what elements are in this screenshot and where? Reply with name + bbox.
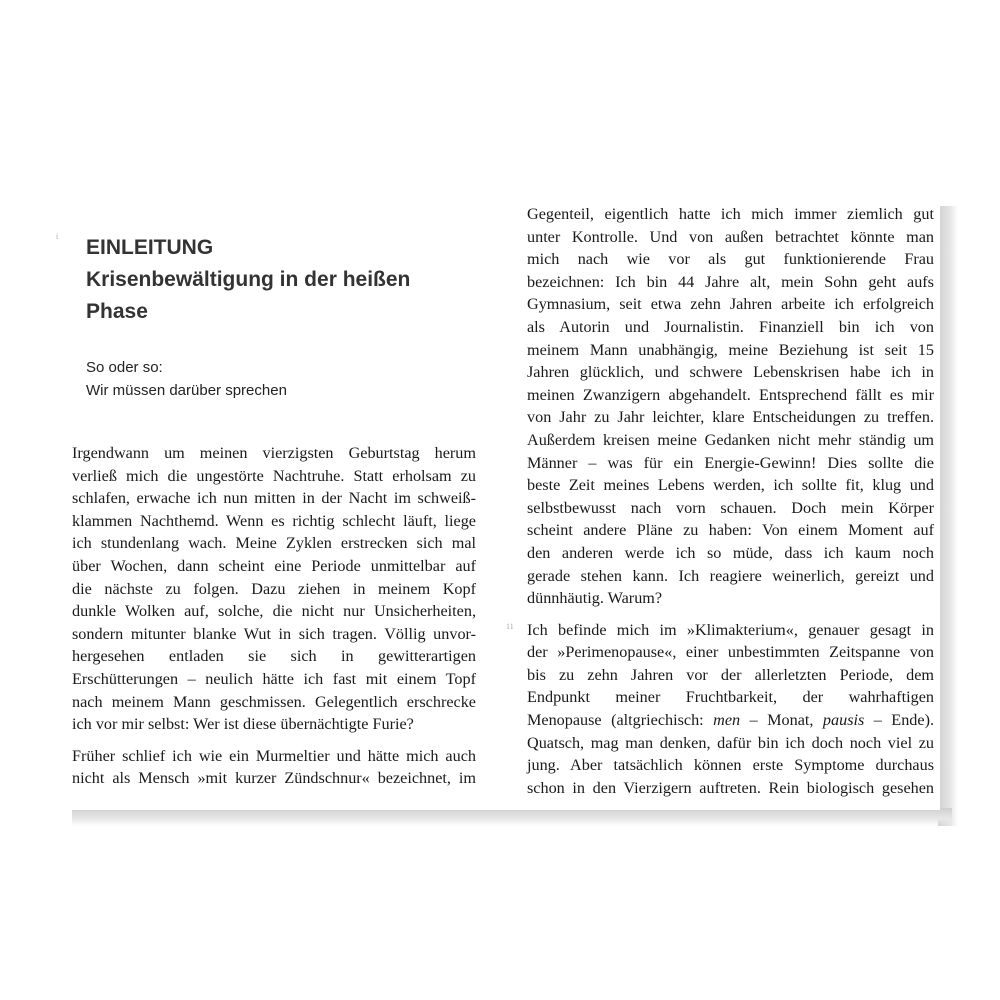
- right-page: [500, 196, 940, 810]
- text-line: sondern mitunter blanke Wut in sich tragen. Völlig unvor-: [72, 624, 476, 643]
- subtitle-line-2: Wir müssen darüber sprechen: [86, 382, 287, 399]
- term-men: men: [713, 711, 741, 730]
- left-paragraph-1: [72, 442, 476, 736]
- text-line: Früher schlief ich wie ein Murmeltier und hätte mich auch: [72, 746, 476, 765]
- text-line: verließ mich die ungestörte Nachtruhe. Statt erholsam zu: [72, 466, 476, 485]
- text-line: Gymnasium, seit etwa zehn Jahren arbeite ich erfolgreich: [527, 295, 934, 314]
- text-line: über Wochen, dann scheint eine Periode unmittelbar auf: [72, 556, 476, 575]
- text-line: die nächste zu folgen. Dazu ziehen in meinem Kopf: [72, 579, 476, 598]
- menopause-before: Menopause (altgriechisch:: [527, 711, 714, 730]
- text-line-menopause: [527, 709, 934, 732]
- right-paragraph-1: [527, 203, 934, 610]
- page-shadow-right: [938, 206, 958, 826]
- left-body-text: [72, 442, 476, 790]
- text-line: nach meinem Mann geschmissen. Gelegentlich erschrecke: [72, 692, 476, 711]
- text-line: Irgendwann um meinen vierzigsten Geburtstag herum: [72, 444, 476, 462]
- text-line: mich nach wie vor als gut funktionierende Frau: [527, 250, 934, 269]
- text-line: jung. Aber tatsächlich können erste Symptome durchaus: [527, 756, 934, 775]
- left-page: [56, 210, 500, 810]
- text-line: Jahren glücklich, und schwere Lebenskrisen habe ich in: [527, 363, 934, 382]
- text-line: nicht als Mensch »mit kurzer Zündschnur« bezeichnet, im: [72, 769, 476, 788]
- text-line: Ich befinde mich im »Klimakterium«, genauer gesagt in: [527, 620, 934, 639]
- text-line: Endpunkt meiner Fruchtbarkeit, der wahrhaftigen: [527, 688, 934, 707]
- text-line: Gegenteil, eigentlich hatte ich mich immer ziemlich gut: [527, 205, 934, 223]
- chapter-title: Krisenbewältigung in der heißen Phase: [86, 268, 411, 323]
- text-line: hergesehen entladen sie sich in gewitterartigen: [72, 647, 476, 666]
- text-line: ich vor mir selbst: Wer ist diese übernächtigte Furie?: [72, 715, 414, 734]
- text-line: beste Zeit meines Lebens werden, ich sollte fit, klug und: [527, 476, 934, 495]
- page-shadow-bottom: [72, 808, 952, 826]
- text-line: als Autorin und Journalistin. Finanziell bin ich von: [527, 317, 934, 336]
- text-line: Außerdem kreisen meine Gedanken nicht mehr ständig um: [527, 430, 934, 449]
- text-line: klammen Nachthemd. Wenn es richtig schlecht läuft, liege: [72, 511, 476, 530]
- text-line: dunkle Wolken auf, solche, die nicht nur Unsicherheiten,: [72, 602, 476, 621]
- text-line: den anderen werde ich so müde, dass ich kaum noch: [527, 543, 934, 562]
- text-line: gerade stehen kann. Ich reagiere weinerlich, gereizt und: [527, 566, 934, 585]
- right-paragraph-2: [527, 619, 934, 800]
- left-page-marker: i: [56, 232, 59, 241]
- chapter-label: EINLEITUNG: [86, 236, 214, 259]
- chapter-subtitle: [86, 356, 466, 402]
- text-line: Quatsch, mag man denken, dafür bin ich doch noch viel zu: [527, 733, 934, 752]
- text-line: bis zu zehn Jahren vor der allerletzten Periode, dem: [527, 665, 934, 684]
- text-line: dünnhäutig. Warum?: [527, 589, 663, 608]
- text-line: von Jahr zu Jahr leichter, klare Entscheidungen zu treffen.: [527, 408, 934, 427]
- page-number: 11: [506, 622, 514, 631]
- right-body-text: [527, 203, 934, 799]
- menopause-after: – Ende).: [864, 711, 935, 730]
- text-line: unter Kontrolle. Und von außen betrachtet könnte man: [527, 227, 934, 246]
- text-line: selbstbewusst nach vorn schauen. Doch mein Körper: [527, 498, 934, 517]
- text-line: Erschütterungen – neulich hätte ich fast mit einem Topf: [72, 669, 476, 688]
- text-line: Männer – was für ein Energie-Gewinn! Dies sollte die: [527, 453, 934, 472]
- text-line: schlafen, erwache ich nun mitten in der Nacht im schweiß-: [72, 489, 476, 508]
- term-pausis: pausis: [822, 711, 865, 730]
- text-line: meinem Mann unabhängig, meine Beziehung ist seit 15: [527, 340, 934, 359]
- menopause-middle: – Monat,: [740, 711, 823, 730]
- text-line: scheint andere Pläne zu haben: Von einem Moment auf: [527, 521, 934, 540]
- text-line: schon in den Vierzigern auftreten. Rein biologisch gesehen: [527, 778, 934, 797]
- subtitle-line-1: So oder so:: [86, 359, 163, 376]
- left-paragraph-2: [72, 745, 476, 790]
- text-line: meinen Zwanzigern abgehandelt. Entsprechend fällt es mir: [527, 385, 934, 404]
- text-line: der »Perimenopause«, einer unbestimmten Zeitspanne von: [527, 643, 934, 662]
- text-line: bezeichnen: Ich bin 44 Jahre alt, mein Sohn geht aufs: [527, 272, 934, 291]
- text-line: ich stundenlang wach. Meine Zyklen erstrecken sich mal: [72, 534, 476, 553]
